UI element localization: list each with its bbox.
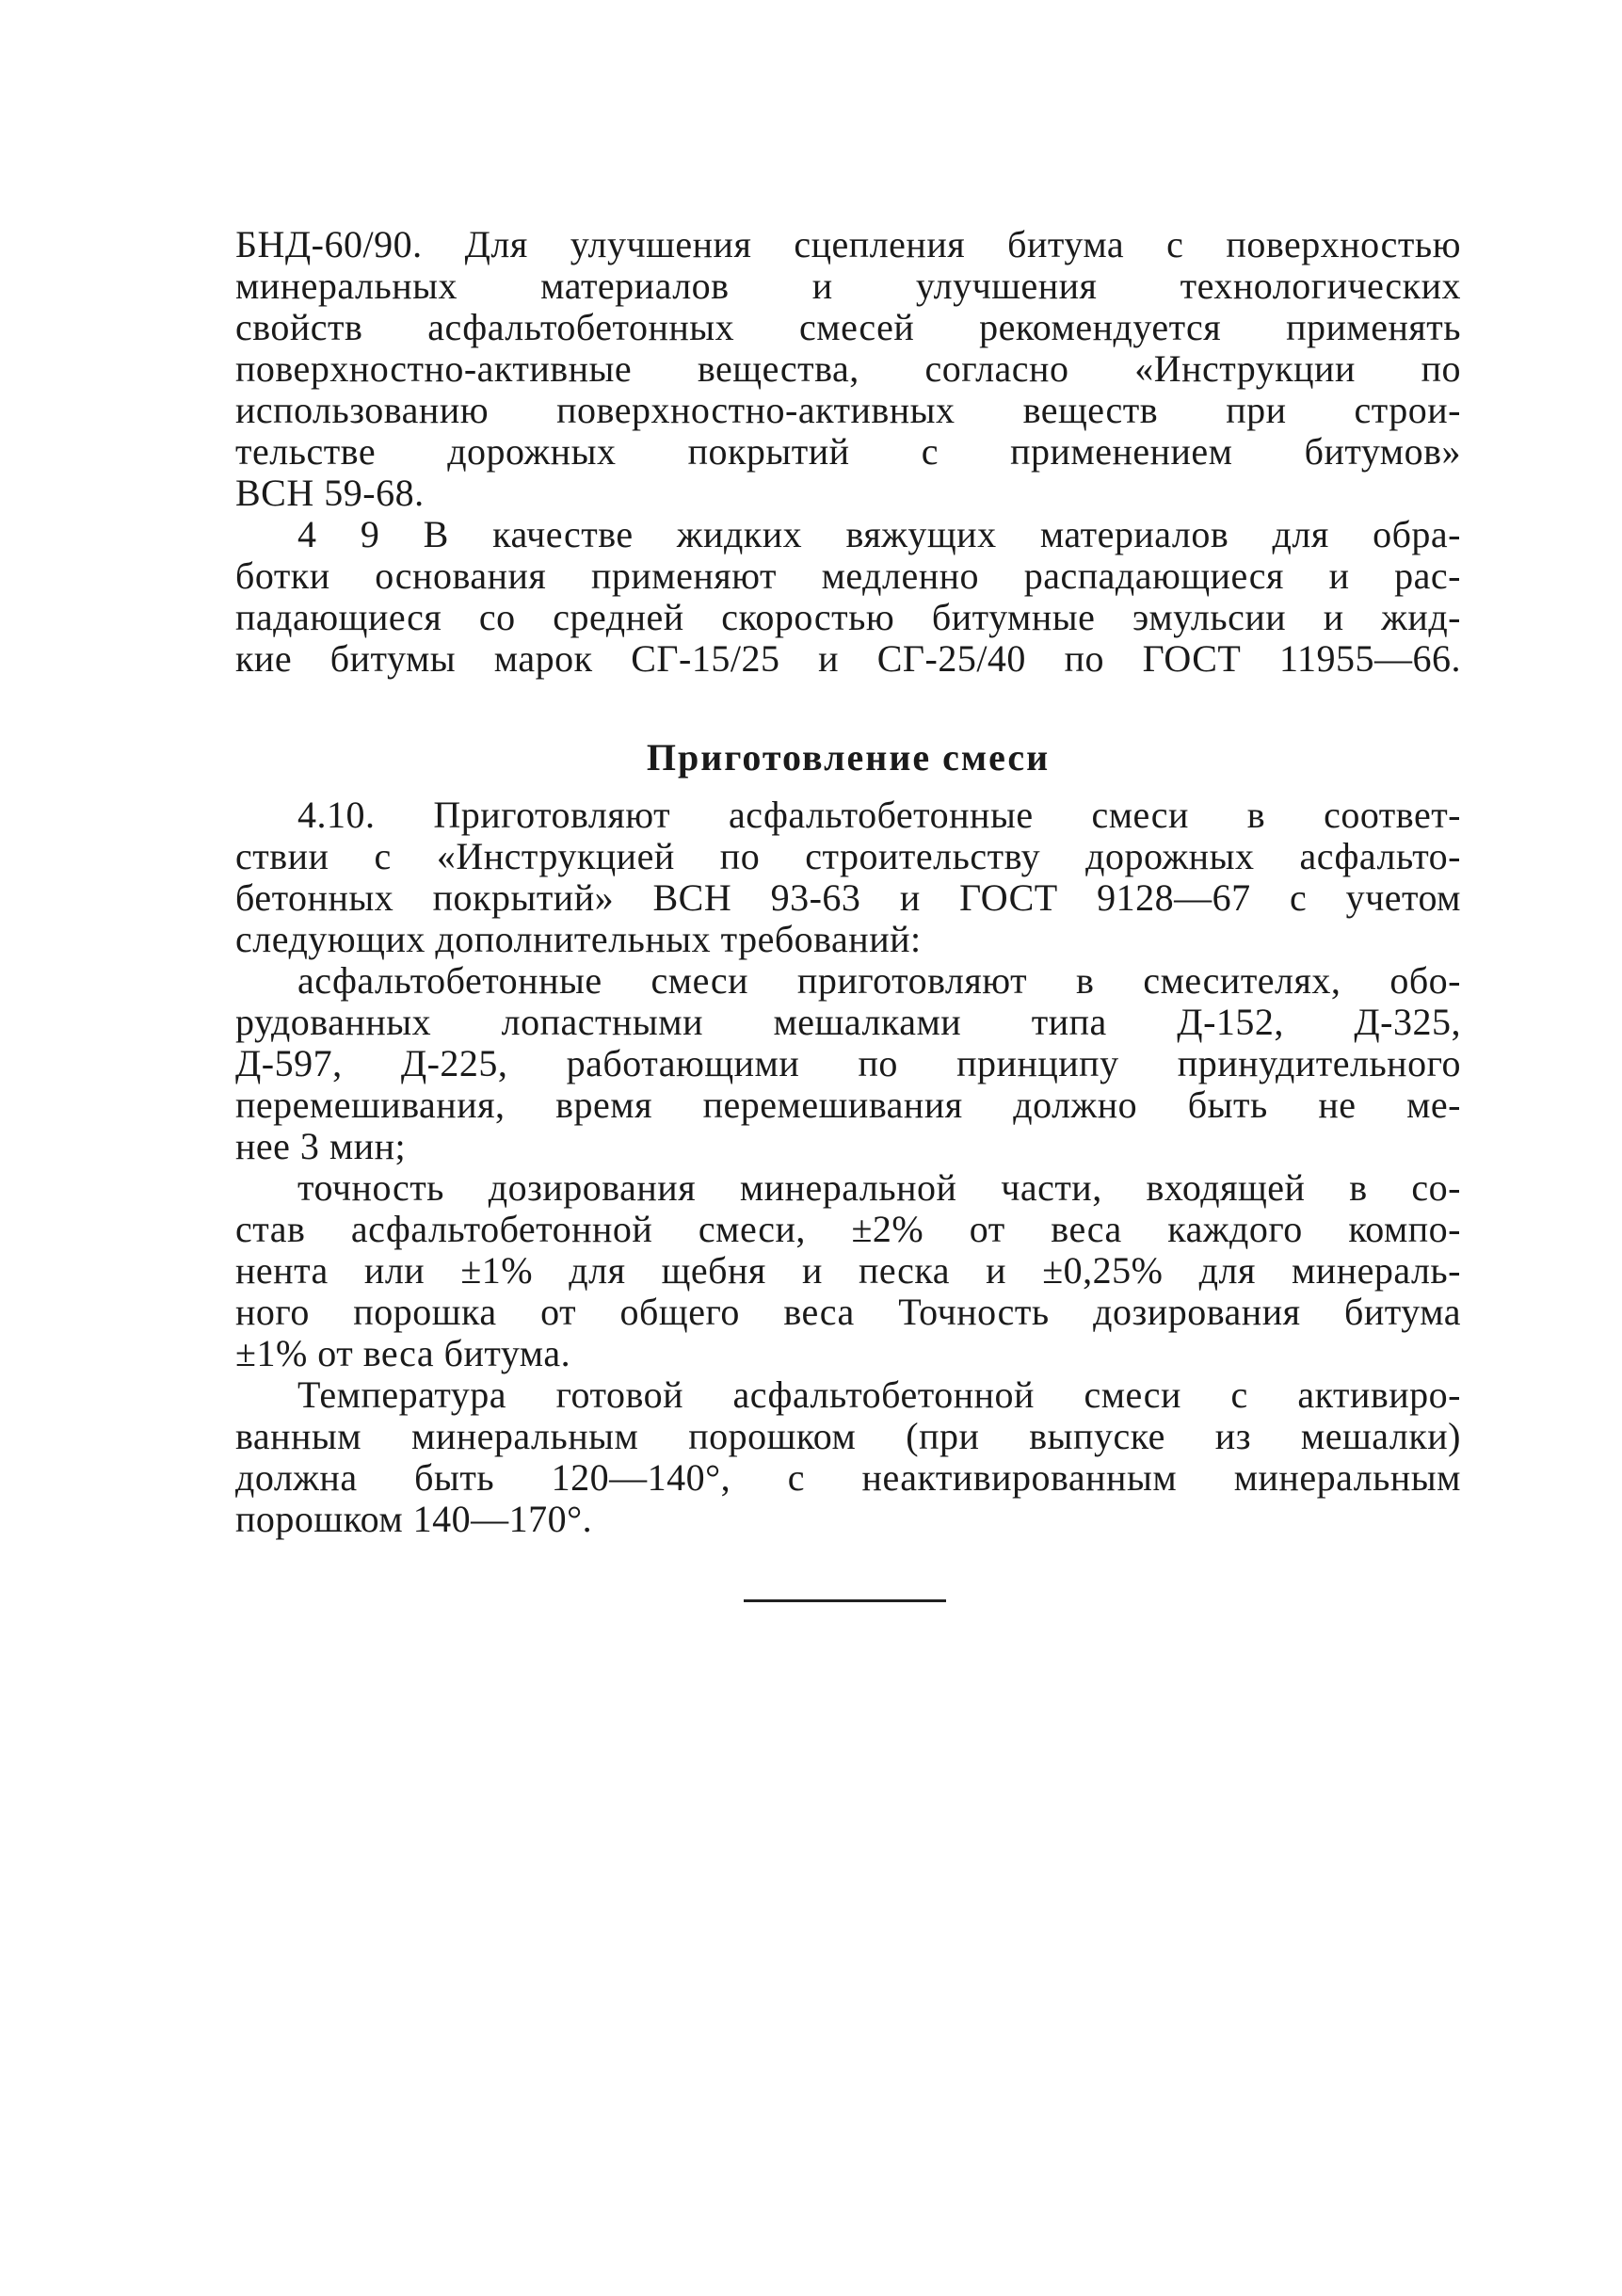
text-line: рудованных лопастными мешалками типа Д-152, Д-325, <box>235 1001 1461 1043</box>
text-line: использованию поверхностно-активных веществ при строи- <box>235 389 1461 431</box>
text-line: тельстве дорожных покрытий с применением битумов» <box>235 430 1461 473</box>
text-line: ствии с «Инструкцией по строительству дорожных асфальто- <box>235 835 1461 877</box>
text-line: БНД-60/90. Для улучшения сцепления битума с поверхностью <box>235 223 1461 265</box>
text-line: следующих дополнительных требований: <box>235 918 922 960</box>
text-line: перемешивания, время перемешивания должно быть не ме- <box>235 1084 1461 1126</box>
text-line: 4 9 В качестве жидких вяжущих материалов для обра- <box>297 513 1461 555</box>
text-line: точность дозирования минеральной части, входящей в со- <box>297 1166 1461 1209</box>
text-line: кие битумы марок СГ-15/25 и СГ-25/40 по ГОСТ 11955—66. <box>235 637 1461 680</box>
text-line: бетонных покрытий» ВСН 93-63 и ГОСТ 9128—67 с учетом <box>235 876 1461 919</box>
text-line: став асфальтобетонной смеси, ±2% от веса каждого компо- <box>235 1208 1461 1250</box>
section-divider <box>744 1599 946 1602</box>
text-line: ботки основания применяют медленно распадающиеся и рас- <box>235 554 1461 597</box>
text-line: порошком 140—170°. <box>235 1498 593 1540</box>
text-line: Д-597, Д-225, работающими по принципу принудительного <box>235 1042 1461 1084</box>
text-line: Температура готовой асфальтобетонной смеси с активиро- <box>297 1373 1461 1416</box>
text-line: ВСН 59-68. <box>235 472 425 514</box>
text-line: ного порошка от общего веса Точность дозирования битума <box>235 1291 1461 1333</box>
text-line: нента или ±1% для щебня и песка и ±0,25% для минераль- <box>235 1249 1461 1292</box>
text-line: свойств асфальтобетонных смесей рекомендуется применять <box>235 306 1461 348</box>
text-line: асфальтобетонные смеси приготовляют в смесителях, обо- <box>297 959 1461 1002</box>
text-line: минеральных материалов и улучшения технологических <box>235 265 1461 307</box>
text-line: должна быть 120—140°, с неактивированным минеральным <box>235 1456 1461 1499</box>
text-line: ±1% от веса битума. <box>235 1332 571 1374</box>
section-heading: Приготовление смеси <box>646 736 1051 779</box>
text-line: ванным минеральным порошком (при выпуске из мешалки) <box>235 1415 1461 1457</box>
text-line: падающиеся со средней скоростью битумные эмульсии и жид- <box>235 596 1461 638</box>
text-line: нее 3 мин; <box>235 1125 407 1167</box>
text-line: поверхностно-активные вещества, согласно «Инструкции по <box>235 347 1461 390</box>
text-line: 4.10. Приготовляют асфальтобетонные смеси в соответ- <box>297 794 1461 836</box>
